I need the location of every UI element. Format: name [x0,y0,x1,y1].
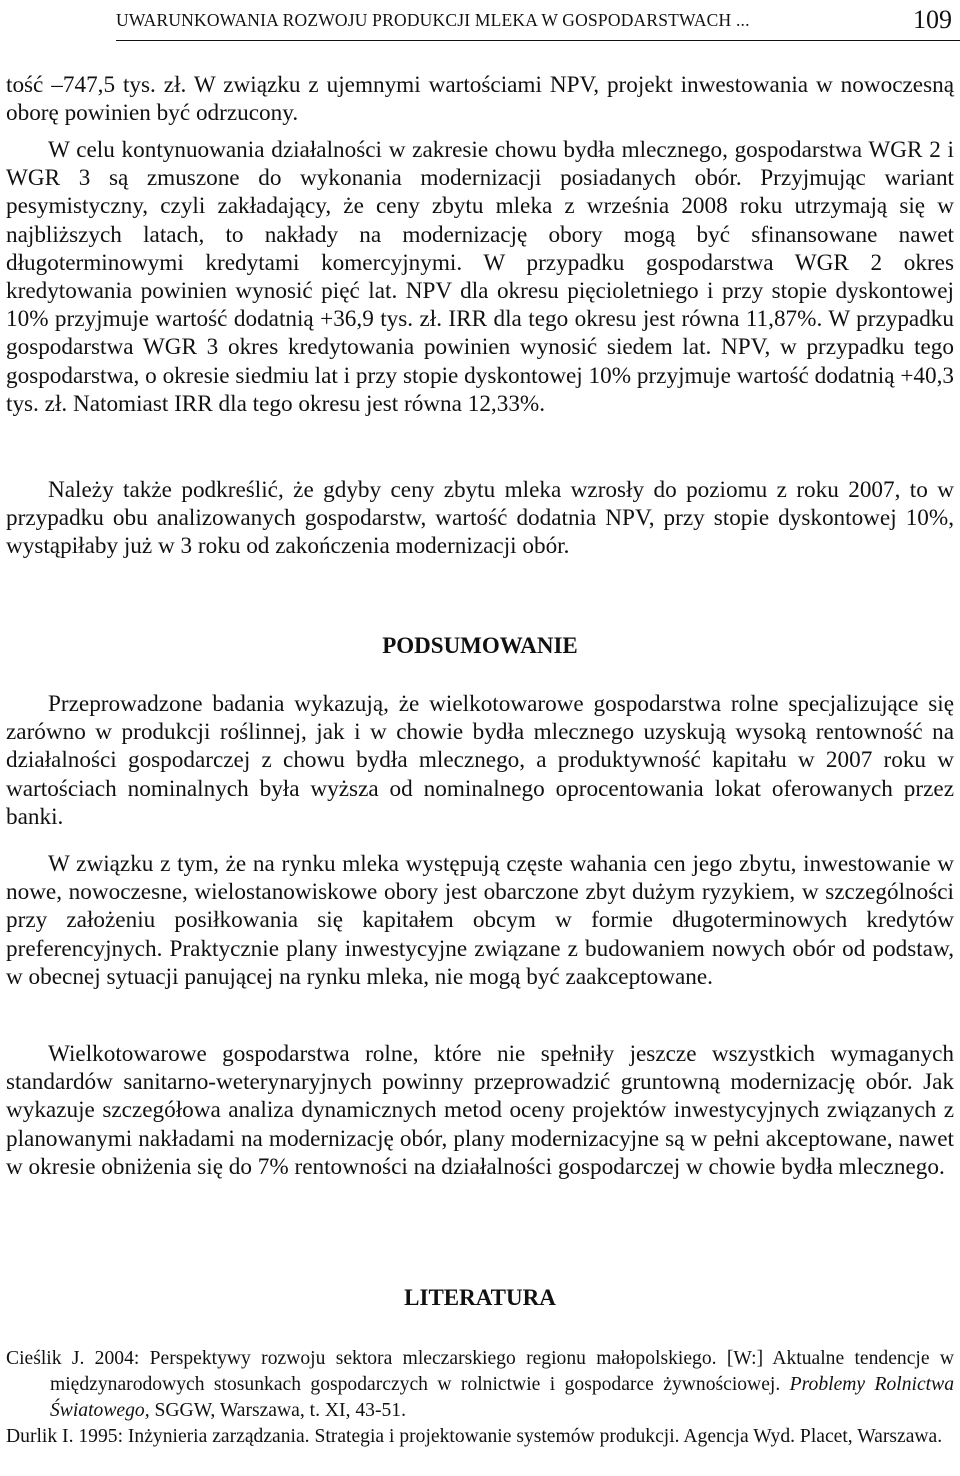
reference-text: Cieślik J. 2004: Perspektywy rozwoju sektora mleczarskiego regionu małopolskiego. [W:] Aktualne tendencje w międzynarodowych stosunkach gospodarczych w rolnictwie i gospodarce żywnościowej. [6,1348,954,1396]
body-paragraph: Należy także podkreślić, że gdyby ceny zbytu mleka wzrosły do poziomu z roku 2007, to w przypadku obu analizowanych gospodarstw, wartość dodatnia NPV, przy stopie dyskontowej 10%, wystąpiłaby już w 3 roku od zakończenia modernizacji obór. [6,477,954,560]
reference-item [6,1346,954,1425]
reference-text: SGGW, Warszawa, t. XI, 43-51. [149,1400,406,1422]
summary-paragraph: Wielkotowarowe gospodarstwa rolne, które nie spełniły jeszcze wszystkich wymaganych standardów sanitarno-weterynaryjnych powinny przeprowadzić gruntowną modernizację obór. Jak wykazuje szczegółowa analiza dynamicznych metod oceny projektów inwestycyjnych związanych z planowanymi nakładami na modernizację obór, plany modernizacyjne są w pełni akceptowane, nawet w okresie obniżenia się do 7% rentowności na działalności gospodarczej w chowie bydła mlecznego. [6,1041,954,1180]
reference-journal: Problemy Rolnictwa Światowego, [50,1374,954,1422]
reference-text: Durlik I. 1995: Inżynieria zarządzania. Strategia i projektowanie systemów produkcji. Agencja Wyd. Placet, Warszawa. [6,1426,943,1447]
reference-item [6,1424,954,1450]
summary-paragraph: Przeprowadzone badania wykazują, że wielkotowarowe gospodarstwa rolne specjalizujące się zarówno w produkcji roślinnej, jak i w chowie bydła mlecznego uzyskują wysoką rentowność na działalności gospodarczej z chowu bydła mlecznego, a produktywność kapitału w 2007 roku w wartościach nominalnych była wyższa od nominalnego oprocentowania lokat oferowanych przez banki. [6,691,954,830]
summary-paragraph: W związku z tym, że na rynku mleka występują częste wahania cen jego zbytu, inwestowanie w nowe, nowoczesne, wielostanowiskowe obory jest obarczone zbyt dużym ryzykiem, w szczególności przy założeniu posiłkowania się kapitałem obcym w formie długoterminowych kredytów preferencyjnych. Praktycznie plany inwestycyjne związane z budowaniem nowych obór od podstaw, w obecnej sytuacji panującej na rynku mleka, nie mogą być zaakceptowane. [6,851,954,990]
section-title-literature: LITERATURA [404,1285,556,1310]
running-title: UWARUNKOWANIA ROZWOJU PRODUKCJI MLEKA W GOSPODARSTWACH ... [116,9,750,30]
page-number: 109 [913,5,952,34]
running-header [116,0,960,41]
body-paragraph: W celu kontynuowania działalności w zakresie chowu bydła mlecznego, gospodarstwa WGR 2 i WGR 3 są zmuszone do wykonania modernizacji posiadanych obór. Przyjmując wariant pesymistyczny, czyli zakładający, że ceny zbytu mleka z września 2008 roku utrzymają się w najbliższych latach, to nakłady na modernizację obory mogą być sfinansowane nawet długoterminowymi kredytami komercyjnymi. W przypadku gospodarstwa WGR 2 okres kredytowania powinien wynosić pięć lat. NPV dla okresu pięcioletniego i przy stopie dyskontowej 10% przyjmuje wartość dodatnią +36,9 tys. zł. IRR dla tego okresu jest równa 11,87%. W przypadku gospodarstwa WGR 3 okres kredytowania powinien wynosić siedem lat. NPV, w przypadku tego gospodarstwa, o okresie siedmiu lat i przy stopie dyskontowej 10% przyjmuje wartość dodatnią +40,3 tys. zł. Natomiast IRR dla tego okresu jest równa 12,33%. [6,137,954,417]
section-title-summary: PODSUMOWANIE [382,633,578,658]
body-paragraph: tość –747,5 tys. zł. W związku z ujemnymi wartościami NPV, projekt inwestowania w nowoczesną oborę powinien być odrzucony. [6,72,954,127]
